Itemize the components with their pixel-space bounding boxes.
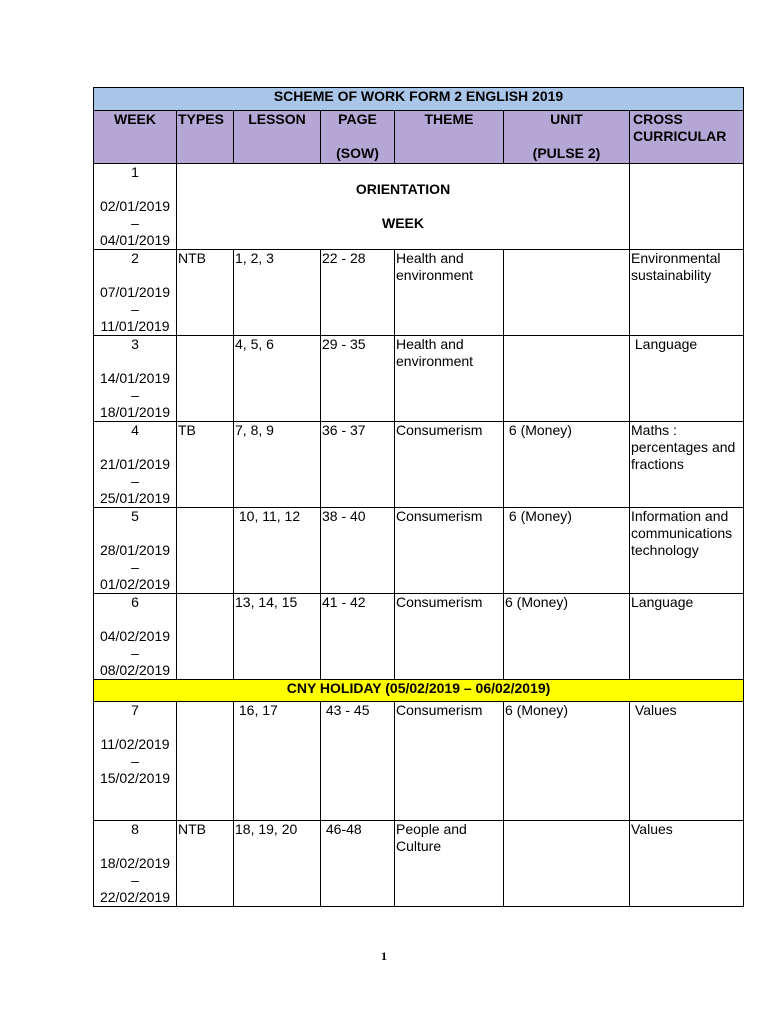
header-page (321, 111, 395, 164)
week-dash: – (131, 559, 139, 575)
scheme-of-work-table (93, 87, 744, 907)
week-end-date: 01/02/2019 (99, 576, 171, 592)
theme-cell: Consumerism (395, 422, 504, 508)
week-dash: – (131, 387, 139, 403)
type-cell: NTB (177, 821, 234, 907)
week-end-date: 15/02/2019 (99, 770, 171, 786)
week-start-date: 11/02/2019 (100, 736, 170, 752)
week-cell (94, 702, 177, 821)
table-row (94, 164, 744, 250)
page-cell: 41 - 42 (321, 594, 395, 680)
week-start-date: 18/02/2019 (99, 855, 171, 871)
week-cell (94, 422, 177, 508)
type-cell (177, 702, 234, 821)
week-number: 6 (131, 594, 139, 610)
week-number: 2 (131, 250, 139, 266)
table-row (94, 594, 744, 680)
header-unit-line2: (PULSE 2) (532, 145, 601, 161)
header-theme: THEME (395, 111, 504, 164)
theme-cell: People and Culture (395, 821, 504, 907)
week-cell (94, 594, 177, 680)
cross-cell (630, 164, 744, 250)
lesson-cell: 10, 11, 12 (234, 508, 321, 594)
table-row (94, 336, 744, 422)
table-row (94, 702, 744, 821)
table-row (94, 250, 744, 336)
week-number: 3 (131, 336, 139, 352)
week-start-date: 21/01/2019 (99, 456, 171, 472)
page-number: 1 (381, 949, 387, 963)
lesson-cell: 18, 19, 20 (234, 821, 321, 907)
header-row (94, 111, 744, 164)
type-cell: NTB (177, 250, 234, 336)
page-cell: 43 - 45 (321, 702, 395, 821)
week-end-date: 11/01/2019 (100, 318, 170, 334)
holiday-label: CNY HOLIDAY (05/02/2019 – 06/02/2019) (94, 680, 744, 702)
unit-cell: 6 (Money) (504, 702, 630, 821)
header-cross-line2: CURRICULAR (633, 128, 727, 144)
cross-cell: Values (630, 702, 744, 821)
week-number: 7 (131, 702, 139, 718)
orientation-line2: WEEK (382, 215, 424, 231)
week-start-date: 02/01/2019 (99, 198, 171, 214)
orientation-cell (177, 164, 630, 250)
week-dash: – (131, 301, 139, 317)
week-end-date: 18/01/2019 (99, 404, 171, 420)
lesson-cell: 16, 17 (234, 702, 321, 821)
week-dash: – (131, 645, 139, 661)
holiday-row (94, 680, 744, 702)
cross-cell: Values (630, 821, 744, 907)
unit-cell (504, 336, 630, 422)
week-dash: – (131, 872, 139, 888)
cross-cell: Environmental sustainability (630, 250, 744, 336)
week-end-date: 04/01/2019 (99, 232, 171, 248)
cross-cell: Language (630, 594, 744, 680)
unit-cell: 6 (Money) (504, 594, 630, 680)
table-row (94, 508, 744, 594)
title-row (94, 88, 744, 111)
page-cell: 22 - 28 (321, 250, 395, 336)
week-cell (94, 164, 177, 250)
week-start-date: 28/01/2019 (99, 542, 171, 558)
week-number: 1 (131, 164, 139, 180)
page-cell: 29 - 35 (321, 336, 395, 422)
header-cross-line1: CROSS (633, 111, 683, 127)
page-cell: 46-48 (321, 821, 395, 907)
week-cell (94, 250, 177, 336)
page-cell: 38 - 40 (321, 508, 395, 594)
week-start-date: 14/01/2019 (99, 370, 171, 386)
header-page-line2: (SOW) (336, 145, 379, 161)
week-end-date: 08/02/2019 (99, 662, 171, 678)
week-end-date: 22/02/2019 (99, 889, 171, 905)
week-cell (94, 508, 177, 594)
header-lesson: LESSON (234, 111, 321, 164)
table-row (94, 422, 744, 508)
table-row (94, 821, 744, 907)
week-start-date: 07/01/2019 (99, 284, 171, 300)
week-number: 5 (131, 508, 139, 524)
type-cell: TB (177, 422, 234, 508)
header-week: WEEK (94, 111, 177, 164)
type-cell (177, 336, 234, 422)
lesson-cell: 7, 8, 9 (234, 422, 321, 508)
theme-cell: Consumerism (395, 702, 504, 821)
week-number: 8 (131, 821, 139, 837)
week-dash: – (131, 473, 139, 489)
week-start-date: 04/02/2019 (99, 628, 171, 644)
cross-cell: Information and communications technology (630, 508, 744, 594)
theme-cell: Health and environment (395, 250, 504, 336)
week-end-date: 25/01/2019 (99, 490, 171, 506)
week-dash: – (131, 753, 139, 769)
unit-cell (504, 821, 630, 907)
week-cell (94, 821, 177, 907)
week-dash: – (131, 215, 139, 231)
header-types: TYPES (177, 111, 234, 164)
lesson-cell: 13, 14, 15 (234, 594, 321, 680)
header-cross-curricular (630, 111, 744, 164)
table-title: SCHEME OF WORK FORM 2 ENGLISH 2019 (94, 88, 744, 111)
unit-cell (504, 250, 630, 336)
theme-cell: Consumerism (395, 508, 504, 594)
week-number: 4 (131, 422, 139, 438)
header-unit-line1: UNIT (550, 111, 583, 127)
unit-cell: 6 (Money) (504, 422, 630, 508)
theme-cell: Consumerism (395, 594, 504, 680)
lesson-cell: 1, 2, 3 (234, 250, 321, 336)
week-cell (94, 336, 177, 422)
orientation-line1: ORIENTATION (355, 181, 451, 197)
page-cell: 36 - 37 (321, 422, 395, 508)
cross-cell: Maths : percentages and fractions (630, 422, 744, 508)
lesson-cell: 4, 5, 6 (234, 336, 321, 422)
cross-cell: Language (630, 336, 744, 422)
header-page-line1: PAGE (338, 111, 377, 127)
unit-cell: 6 (Money) (504, 508, 630, 594)
header-unit (504, 111, 630, 164)
type-cell (177, 594, 234, 680)
type-cell (177, 508, 234, 594)
theme-cell: Health and environment (395, 336, 504, 422)
